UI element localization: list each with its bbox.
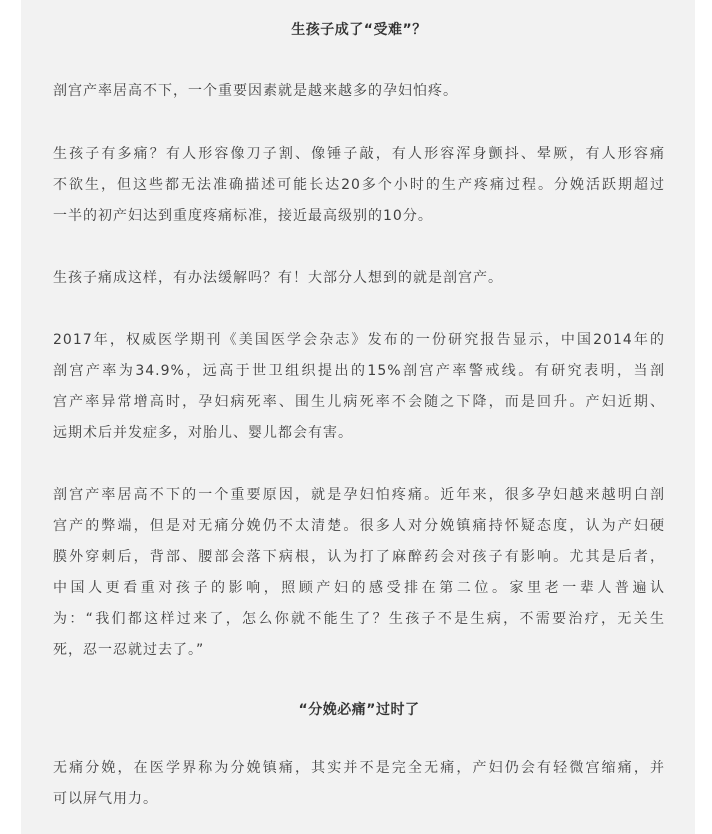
paragraph — [53, 76, 665, 107]
paragraph — [53, 139, 665, 232]
paragraph-line: 远期术后并发症多，对胎儿、婴儿都会有害。 — [53, 425, 353, 441]
paragraph-line: 宫产率异常增高时，孕妇病死率、围生儿病死率不会随之下降，而是回升。产妇近期、 — [53, 394, 665, 410]
article-panel — [21, 0, 695, 834]
paragraph-line: 中国人更看重对孩子的影响，照顾产妇的感受排在第二位。家里老一辈人普遍认 — [53, 580, 665, 596]
paragraph — [53, 480, 665, 666]
paragraph-line: 死，忍一忍就过去了。” — [53, 642, 205, 658]
paragraph-line: 一半的初产妇达到重度疼痛标准，接近最高级别的10分。 — [53, 208, 433, 224]
paragraph-line: 无痛分娩，在医学界称为分娩镇痛，其实并不是完全无痛，产妇仍会有轻微宫缩痛，并 — [53, 760, 665, 776]
paragraph — [53, 325, 665, 449]
paragraph-line: 2017年，权威医学期刊《美国医学会杂志》发布的一份研究报告显示，中国2014年的 — [53, 332, 665, 348]
paragraph — [53, 263, 665, 294]
paragraph-line: 为：“我们都这样过来了，怎么你就不能生了？生孩子不是生病，不需要治疗，无关生 — [53, 611, 665, 627]
paragraph-line: 剖宫产率为34.9%，远高于世卫组织提出的15%剖宫产率警戒线。有研究表明，当剖 — [53, 363, 665, 379]
paragraph — [53, 753, 665, 815]
paragraph-line: 生孩子痛成这样，有办法缓解吗？有！大部分人想到的就是剖宫产。 — [53, 270, 503, 286]
paragraph-line: 不欲生，但这些都无法准确描述可能长达20多个小时的生产疼痛过程。分娩活跃期超过 — [53, 177, 665, 193]
paragraph-line: 剖宫产率居高不下的一个重要原因，就是孕妇怕疼痛。近年来，很多孕妇越来越明白剖 — [53, 487, 665, 503]
section-heading: “分娩必痛”过时了 — [298, 702, 420, 718]
paragraph-line: 生孩子有多痛？有人形容像刀子割、像锤子敲，有人形容浑身颤抖、晕厥，有人形容痛 — [53, 146, 665, 162]
section-heading: 生孩子成了“受难”？ — [291, 22, 427, 38]
paragraph-line: 膜外穿刺后，背部、腰部会落下病根，认为打了麻醉药会对孩子有影响。尤其是后者， — [53, 549, 665, 565]
paragraph-line: 宫产的弊端，但是对无痛分娩仍不太清楚。很多人对分娩镇痛持怀疑态度，认为产妇硬 — [53, 518, 665, 534]
paragraph-line: 剖宫产率居高不下，一个重要因素就是越来越多的孕妇怕疼。 — [53, 83, 458, 99]
paragraph-line: 可以屏气用力。 — [53, 791, 158, 807]
